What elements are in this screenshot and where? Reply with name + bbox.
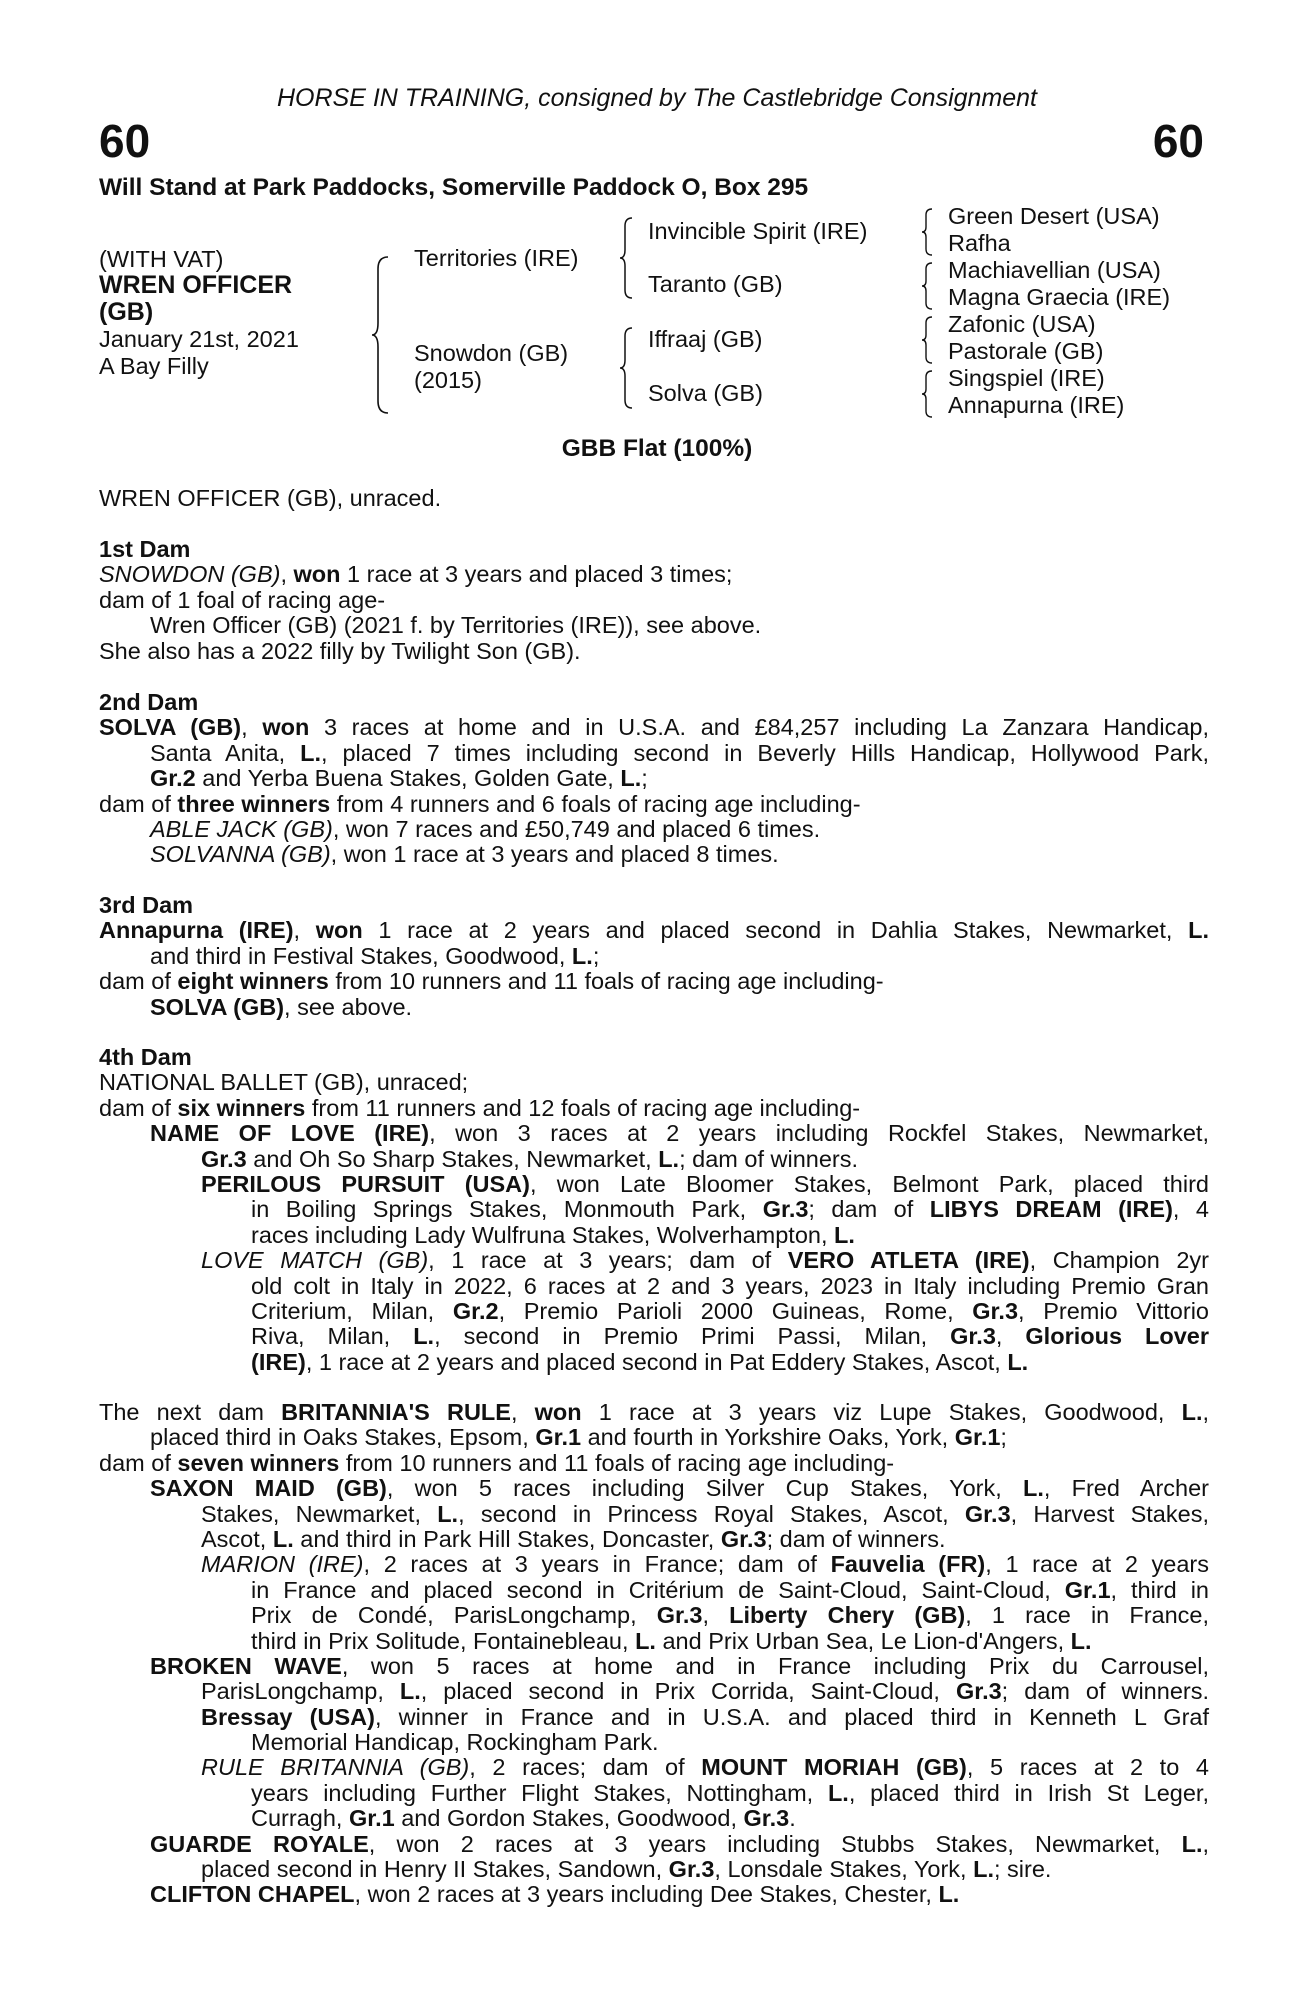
pedigree-brace-main [370,255,394,415]
grandparent-1: Green Desert (USA) [948,203,1160,229]
dam-sire: Iffraaj (GB) [648,326,763,352]
sire-dam: Taranto (GB) [648,271,783,297]
dam-line: Annapurna (IRE), won 1 race at 2 years and placed second in Dahlia Stakes, Newmarket, L. [99,917,1209,944]
dam-line: SOLVA (GB), won 3 races at home and in U.S.A. and £84,257 including La Zanzara Handicap, [99,714,1209,741]
section-heading: 1st Dam [99,536,191,562]
dam-line: GUARDE ROYALE, won 2 races at 3 years including Stubbs Stakes, Newmarket, L., [150,1830,1210,1857]
sire-sire: Invincible Spirit (IRE) [648,218,868,244]
dam-line: Santa Anita, L., placed 7 times including second in Beverly Hills Handicap, Hollywood Park, [150,739,1209,766]
dam-line: ParisLongchamp, L., placed second in Prix Corrida, Saint-Cloud, Gr.3; dam of winners. [201,1678,1209,1705]
horse-name: WREN OFFICER [99,271,293,299]
dam-line: races including Lady Wulfruna Stakes, Wolverhampton, L. [251,1221,855,1248]
section-heading: 3rd Dam [99,892,194,918]
pedigree-brace-g78 [920,369,936,419]
dam-line: (IRE), 1 race at 2 years and placed second in Pat Eddery Stakes, Ascot, L. [251,1348,1029,1375]
dam-line: SNOWDON (GB), won 1 race at 3 years and placed 3 times; [99,561,733,588]
dam-line: SAXON MAID (GB), won 5 races including Silver Cup Stakes, York, L., Fred Archer [150,1475,1210,1502]
dam-line: placed second in Henry II Stakes, Sandown, Gr.3, Lonsdale Stakes, York, L.; sire. [201,1856,1052,1883]
dam-line: MARION (IRE), 2 races at 3 years in France; dam of Fauvelia (FR), 1 race at 2 years [201,1551,1210,1578]
dam-line: third in Prix Solitude, Fontainebleau, L. and Prix Urban Sea, Le Lion-d'Angers, L. [251,1627,1092,1654]
dam-line: NATIONAL BALLET (GB), unraced; [99,1069,469,1096]
vat-label: (WITH VAT) [99,246,224,272]
grandparent-7: Singspiel (IRE) [948,365,1105,391]
lot-number-right: 60 [1152,115,1204,167]
section-heading: 2nd Dam [99,689,199,715]
dam-line: dam of 1 foal of racing age- [99,586,386,613]
second-dam-section [99,690,1209,868]
grandparent-4: Magna Graecia (IRE) [948,284,1171,310]
dam-line: Memorial Handicap, Rockingham Park. [251,1729,659,1756]
grandparent-3: Machiavellian (USA) [948,257,1161,283]
pedigree-brace-g12 [920,207,936,257]
dam-line: LOVE MATCH (GB), 1 race at 3 years; dam of VERO ATLETA (IRE), Champion 2yr [201,1247,1209,1274]
pedigree-brace-dam [618,326,638,410]
dam-line: CLIFTON CHAPEL, won 2 races at 3 years including Dee Stakes, Chester, L. [150,1881,960,1908]
dam-line: in France and placed second in Critérium de Saint-Cloud, Saint-Cloud, Gr.1, third in [251,1576,1209,1603]
pedigree-brace-g56 [920,315,936,365]
dam-line: dam of seven winners from 10 runners and 11 foals of racing age including- [99,1449,895,1476]
rating: GBB Flat (100%) [561,435,753,462]
foaling-date: January 21st, 2021 [99,326,299,352]
dam-line: Curragh, Gr.1 and Gordon Stakes, Goodwood, Gr.3. [251,1805,796,1832]
dam-year: (2015) [414,367,482,393]
dam-dam: Solva (GB) [648,380,763,406]
dam-line: dam of six winners from 11 runners and 12 foals of racing age including- [99,1094,861,1121]
pedigree-brace-sire [618,216,638,300]
horse-name-country: (GB) [99,298,154,326]
next-dam-section [99,1400,1209,1908]
dam: Snowdon (GB) [414,340,569,366]
fourth-dam-section [99,1045,1209,1375]
dam-line: The next dam BRITANNIA'S RULE, won 1 race at 3 years viz Lupe Stakes, Goodwood, L., [99,1399,1210,1425]
dam-line: Bressay (USA), winner in France and in U.S.A. and placed third in Kenneth L Graf [201,1703,1209,1730]
dam-line: Wren Officer (GB) (2021 f. by Territories (IRE)), see above. [150,612,762,639]
dam-line: Riva, Milan, L., second in Premio Primi Passi, Milan, Gr.3, Glorious Lover [251,1323,1209,1350]
dam-line: old colt in Italy in 2022, 6 races at 2 and 3 years, 2023 in Italy including Premio Gran [251,1272,1209,1299]
section-heading: 4th Dam [99,1044,192,1070]
dam-line: Prix de Condé, ParisLongchamp, Gr.3, Liberty Chery (GB), 1 race in France, [251,1602,1210,1629]
dam-line: Ascot, L. and third in Park Hill Stakes, Doncaster, Gr.3; dam of winners. [201,1525,946,1552]
dam-line: Stakes, Newmarket, L., second in Princess Royal Stakes, Ascot, Gr.3, Harvest Stakes, [201,1500,1209,1527]
dam-line: ABLE JACK (GB), won 7 races and £50,749 and placed 6 times. [150,815,821,842]
dam-line: dam of three winners from 4 runners and 6 foals of racing age including- [99,790,861,817]
dam-line: She also has a 2022 filly by Twilight Son (GB). [99,637,581,664]
dam-line: placed third in Oaks Stakes, Epsom, Gr.1 and fourth in Yorkshire Oaks, York, Gr.1; [150,1424,1007,1451]
sire: Territories (IRE) [414,245,579,271]
dam-line: Gr.3 and Oh So Sharp Stakes, Newmarket, L.; dam of winners. [201,1145,859,1172]
third-dam-section [99,893,1209,1020]
dam-line: in Boiling Springs Stakes, Monmouth Park, Gr.3; dam of LIBYS DREAM (IRE), 4 [251,1196,1209,1223]
grandparent-8: Annapurna (IRE) [948,392,1125,418]
dam-line: years including Further Flight Stakes, Nottingham, L., placed third in Irish St Leger, [251,1779,1209,1806]
dam-line: SOLVANNA (GB), won 1 race at 3 years and placed 8 times. [150,841,779,868]
consignment-header: HORSE IN TRAINING, consigned by The Castlebridge Consignment [276,84,1038,112]
unraced-note: WREN OFFICER (GB), unraced. [99,485,442,511]
horse-description: A Bay Filly [99,353,209,379]
lot-number-left: 60 [99,115,151,167]
dam-line: Criterium, Milan, Gr.2, Premio Parioli 2000 Guineas, Rome, Gr.3, Premio Vittorio [251,1297,1209,1324]
dam-line: SOLVA (GB), see above. [150,993,413,1020]
pedigree-brace-g34 [920,261,936,311]
grandparent-5: Zafonic (USA) [948,311,1096,337]
dam-line: Gr.2 and Yerba Buena Stakes, Golden Gate, L.; [150,765,648,792]
dam-line: dam of eight winners from 10 runners and 11 foals of racing age including- [99,968,884,995]
dam-line: NAME OF LOVE (IRE), won 3 races at 2 years including Rockfel Stakes, Newmarket, [150,1120,1209,1147]
grandparent-2: Rafha [948,230,1011,256]
dam-line: BROKEN WAVE, won 5 races at home and in France including Prix du Carrousel, [150,1652,1209,1679]
dam-line: RULE BRITANNIA (GB), 2 races; dam of MOUNT MORIAH (GB), 5 races at 2 to 4 [201,1754,1209,1781]
dam-line: and third in Festival Stakes, Goodwood, L.; [150,942,600,969]
grandparent-6: Pastorale (GB) [948,338,1104,364]
stand-location: Will Stand at Park Paddocks, Somerville Paddock O, Box 295 [99,174,809,201]
dam-line: PERILOUS PURSUIT (USA), won Late Bloomer Stakes, Belmont Park, placed third [201,1170,1209,1197]
first-dam-section [99,537,1209,664]
